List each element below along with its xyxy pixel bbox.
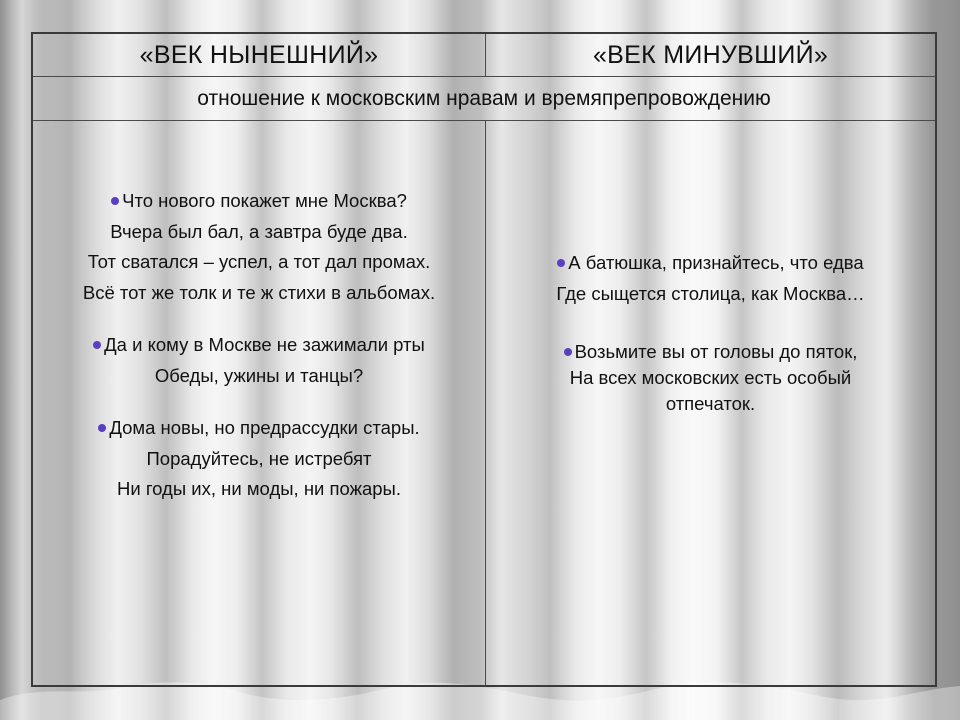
right-column — [486, 248, 935, 417]
comparison-table — [31, 32, 937, 687]
verse-line: На всех московских есть особый — [569, 367, 852, 388]
verse-line: А батюшка, признайтесь, что едва — [486, 248, 935, 279]
left-column — [33, 186, 485, 505]
bullet-icon — [93, 341, 101, 349]
header-column-divider — [485, 34, 486, 76]
verse-line: Где сыщется столица, как Москва… — [556, 282, 865, 304]
bullet-icon — [564, 348, 572, 356]
right-column-title: «ВЕК МИНУВШИЙ» — [592, 41, 829, 69]
verse-line: Всё тот же толк и те ж стихи в альбомах. — [82, 281, 436, 303]
verse-line: Что нового покажет мне Москва? — [33, 186, 485, 217]
right-stanza-1 — [486, 248, 935, 309]
verse-line: Ни годы их, ни моды, ни пожары. — [117, 478, 401, 499]
verse-line: Порадуйтесь, не истребят — [146, 447, 372, 469]
verse-line: Да и кому в Москве не зажимали рты — [33, 330, 485, 361]
left-stanza-1 — [33, 186, 485, 308]
left-stanza-3 — [33, 413, 485, 505]
verse-line: Возьмите вы от головы до пяток, — [486, 339, 935, 365]
verse-line: отпечаток. — [665, 393, 756, 414]
bullet-icon — [111, 197, 119, 205]
verse-line: Тот сватался – успел, а тот дал промах. — [87, 251, 431, 272]
bullet-icon — [98, 424, 106, 432]
verse-line: Вчера был бал, а завтра буде два. — [110, 220, 408, 242]
left-stanza-2 — [33, 330, 485, 391]
verse-line: Обеды, ужины и танцы? — [154, 364, 364, 386]
right-stanza-2 — [486, 339, 935, 417]
table-subtitle: отношение к московским нравам и времяпрепровождению — [197, 87, 771, 110]
bullet-icon — [557, 259, 565, 267]
left-column-title: «ВЕК НЫНЕШНИЙ» — [139, 41, 379, 69]
verse-line: Дома новы, но предрассудки стары. — [33, 413, 485, 444]
subtitle-divider — [33, 120, 935, 121]
